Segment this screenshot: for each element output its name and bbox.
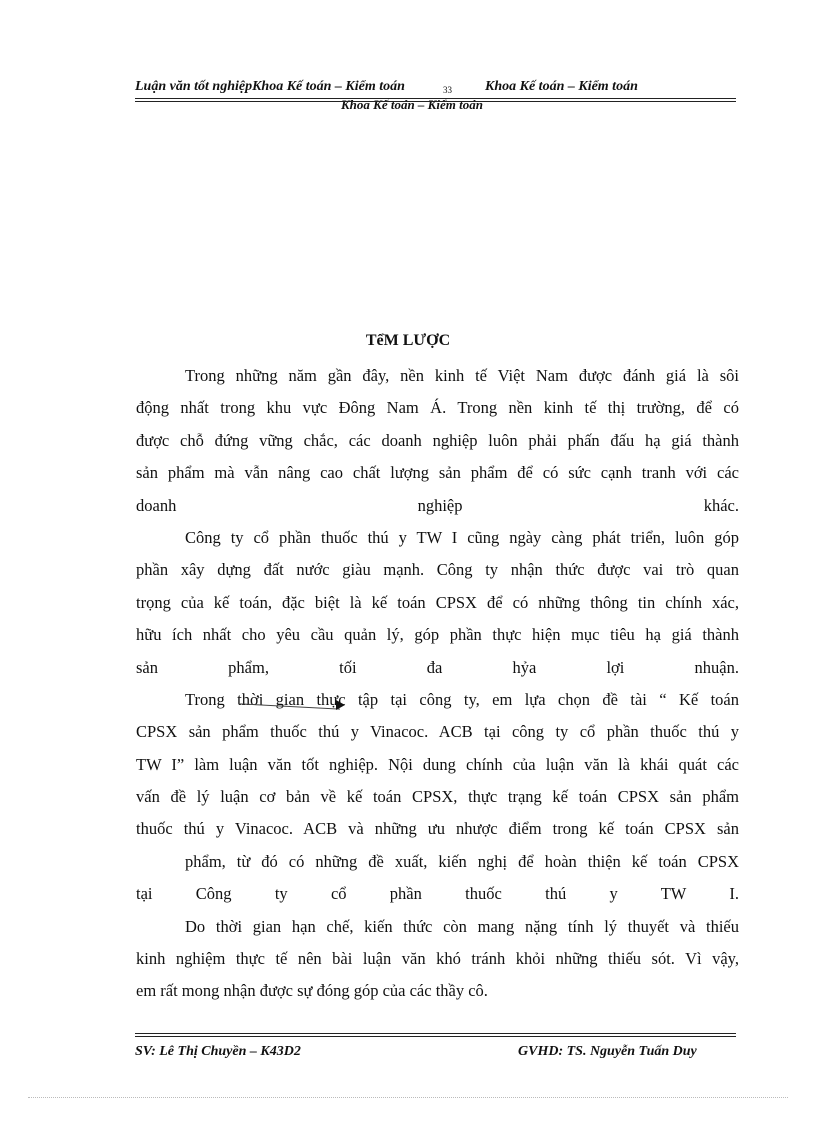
text-line: Công ty cổ phần thuốc thú y TW I cũng ngày càng phát triển, luôn góp <box>185 527 739 547</box>
section-title: TểM LƯỢC <box>365 332 451 349</box>
text-line: doanh nghiệp khác. <box>136 495 739 515</box>
text-line: hữu ích nhất cho yêu cầu quản lý, góp phần thực hiện mục tiêu hạ giá thành <box>136 625 739 645</box>
text-line: CPSX sản phẩm thuốc thú y Vinacoc. ACB tại công ty cổ phần thuốc thú y <box>136 722 739 742</box>
text-line: tại Công ty cổ phần thuốc thú y TW I. <box>136 884 739 904</box>
footer-rule-bottom <box>135 1036 736 1037</box>
text-line: TW I” làm luận văn tốt nghiệp. Nội dung chính của luận văn là khái quát các <box>136 754 739 774</box>
text-line: Do thời gian hạn chế, kiến thức còn mang nặng tính lý thuyết và thiếu <box>185 916 739 936</box>
text-line: vấn đề lý luận cơ bản về kế toán CPSX, thực trạng kế toán CPSX sản phẩm <box>136 787 739 807</box>
summary-body <box>136 360 739 1008</box>
text-line: Trong thời gian thực tập tại công ty, em lựa chọn đề tài “ Kế toán <box>185 689 739 709</box>
text-line: trọng của kế toán, đặc biệt là kế toán CPSX để có những thông tin chính xác, <box>136 592 739 612</box>
text-line: phần xây dựng đất nước giàu mạnh. Công ty nhận thức được vai trò quan <box>136 560 739 580</box>
text-line: phẩm, từ đó có những đề xuất, kiến nghị để hoàn thiện kế toán CPSX <box>185 851 739 871</box>
footer-student: SV: Lê Thị Chuyền – K43D2 <box>135 1044 301 1059</box>
header-page-number: 33 <box>443 85 452 95</box>
header-faculty-right: Khoa Kế toán – Kiểm toán <box>485 79 638 94</box>
text-line: kinh nghiệm thực tế nên bài luận văn khó tránh khỏi những thiếu sót. Vì vậy, <box>136 949 739 969</box>
text-line: em rất mong nhận được sự đóng góp của các thầy cô. <box>136 981 488 1001</box>
drawing-arrow-icon <box>336 700 345 710</box>
footer-advisor: GVHD: TS. Nguyễn Tuấn Duy <box>518 1044 697 1059</box>
text-line: động nhất trong khu vực Đông Nam Á. Trong nền kinh tế thị trường, để có <box>136 398 739 418</box>
text-line: thuốc thú y Vinacoc. ACB và những ưu nhược điểm trong kế toán CPSX sản <box>136 819 739 839</box>
text-line: được chỗ đứng vững chắc, các doanh nghiệp luôn phải phấn đấu hạ giá thành <box>136 430 739 450</box>
page-bottom-dotted-border <box>28 1097 788 1098</box>
text-line: sản phẩm, tối đa hỷa lợi nhuận. <box>136 657 739 677</box>
header-rule-top <box>135 98 736 99</box>
header-rule-bottom <box>135 101 736 102</box>
header-thesis-title: Luận văn tốt nghiệpKhoa Kế toán – Kiểm toán <box>135 79 405 94</box>
header-faculty-second: Khoa Kế toán – Kiểm toán <box>341 97 483 112</box>
footer-rule-top <box>135 1033 736 1034</box>
text-line: sản phẩm mà vẫn nâng cao chất lượng sản phẩm để có sức cạnh tranh với các <box>136 463 739 483</box>
text-line: Trong những năm gần đây, nền kinh tế Việt Nam được đánh giá là sôi <box>185 366 739 385</box>
